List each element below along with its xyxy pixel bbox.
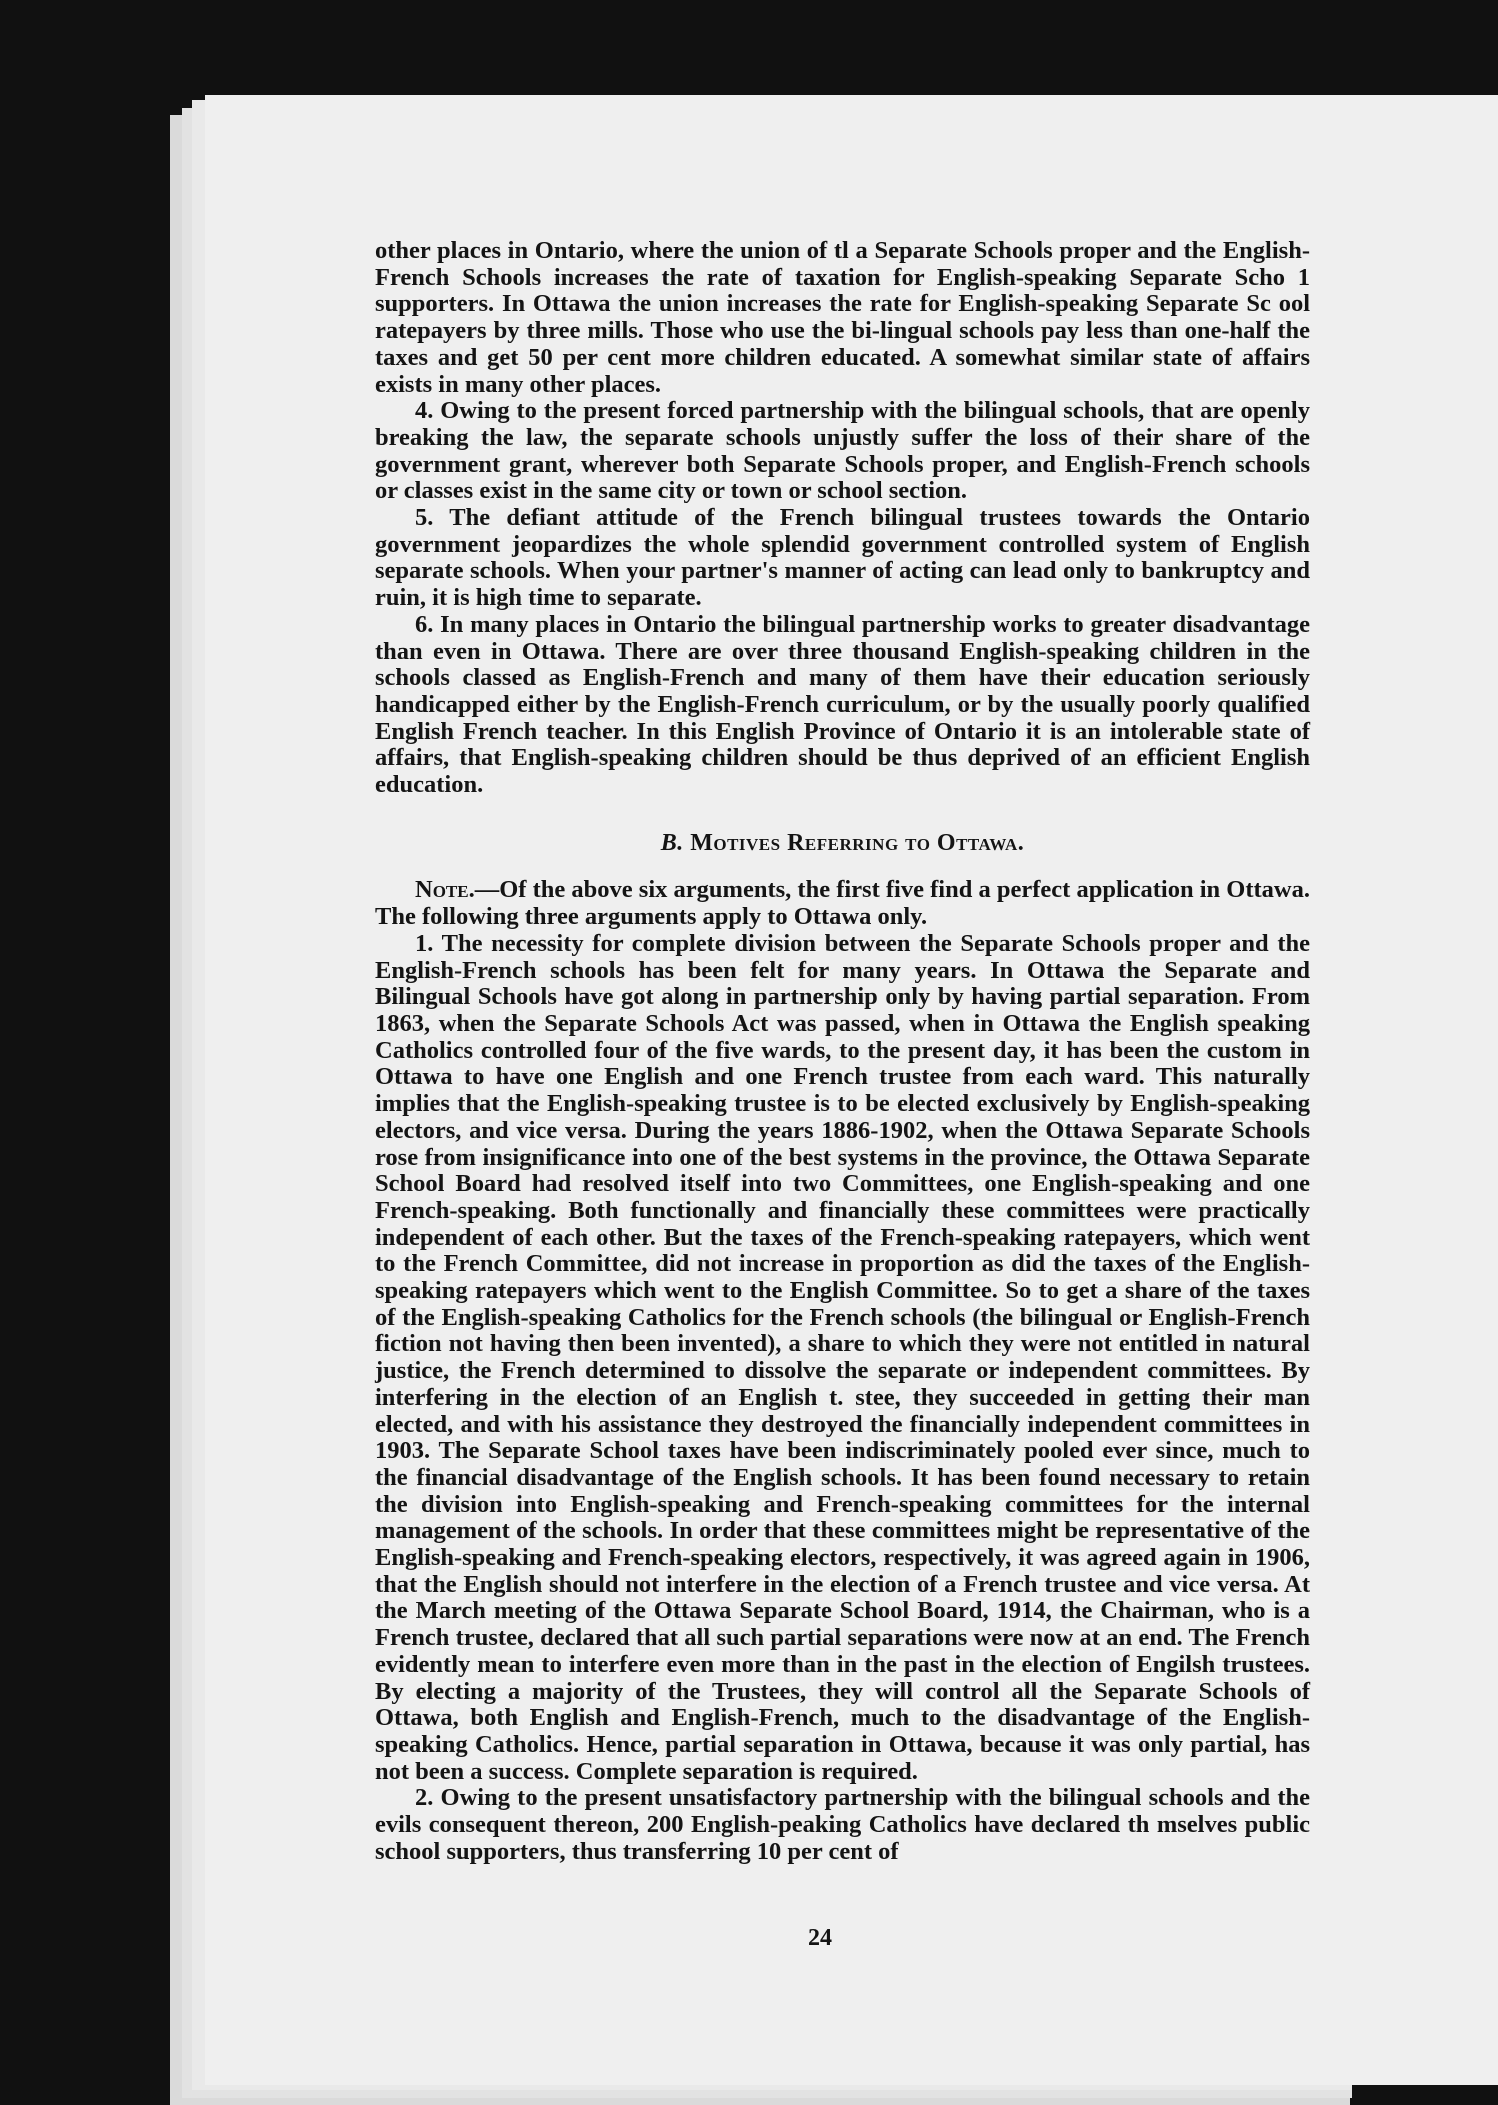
paragraph-argument-6: 6. In many places in Ontario the bilingual partnership works to greater disadvantage than even in Ottawa. There are over three thousand English-speaking children in the schools classed as English-French and many of them have their education seriously handicapped either by the English-French curriculum, or by the usually poorly qualified English French teacher. In this English Province of Ontario it is an intolerable state of affairs, that English-speaking children should be thus deprived of an efficient English education.	[375, 610, 1310, 799]
note-paragraph	[375, 877, 1310, 930]
section-heading	[375, 830, 1310, 857]
paragraph-argument-4: 4. Owing to the present forced partnership with the bilingual schools, that are openly breaking the law, the separate schools unjustly suffer the loss of their share of the government grant, wherever both Separate Schools proper, and English-French schools or classes exist in the same city or town or school section.	[375, 397, 1310, 505]
paragraph-argument-5: 5. The defiant attitude of the French bilingual trustees towards the Ontario government jeopardizes the whole splendid government controlled system of English separate schools. When your partner's manner of acting can lead only to bankruptcy and ruin, it is high time to separate.	[375, 504, 1310, 612]
section-title: Motives Referring to Ottawa.	[690, 829, 1025, 856]
paragraph-ottawa-1: 1. The necessity for complete division between the Separate Schools proper and the English-French schools has been felt for many years. In Ottawa the Separate and Bilingual Schools have got along in partnership only by having partial separation. From 1863, when the Separate Schools Act was passed, when in Ottawa the English speaking Catholics controlled four of the five wards, to the present day, it has been the custom in Ottawa to have one English and one French trustee from each ward. This naturally implies that the English-speaking trustee is to be elected exclusively by English-speaking electors, and vice versa. During the years 1886-1902, when the Ottawa Separate Schools rose from insignificance into one of the best systems in the province, the Ottawa Separate School Board had resolved itself into two Committees, one English-speaking and one French-speaking. Both functionally and financially these committees were practically independent of each other. But the taxes of the French-speaking ratepayers, which went to the French Committee, did not increase in proportion as did the taxes of the English-speaking ratepayers which went to the English Committee. So to get a share of the taxes of the English-speaking Catholics for the French schools (the bilingual or English-French fiction not having then been invented), a share to which they were not entitled in natural justice, the French determined to dissolve the separate or independent committees. By interfering in the election of an English t. stee, they succeeded in getting their man elected, and with his assistance they destroyed the financially independent committees in 1903. The Separate School taxes have been indiscriminately pooled ever since, much to the financial disadvantage of the English schools. It has been found necessary to retain the division into English-speaking and French-speaking committees for the internal management of the schools. In order that these committees might be representative of the English-speaking and French-speaking electors, respectively, it was agreed again in 1906, that the English should not interfere in the election of a French trustee and vice versa. At the March meeting of the Ottawa Separate School Board, 1914, the Chairman, who is a French trustee, declared that all such partial separations were now at an end. The French evidently mean to interfere even more than in the past in the election of Engilsh trustees. By electing a majority of the Trustees, they will control all the Separate Schools of Ottawa, both English and English-French, much to the disadvantage of the English-speaking Catholics. Hence, partial separation in Ottawa, because it was only partial, has not been a success. Complete separation is required.	[375, 929, 1310, 1785]
page-body-text	[375, 238, 1310, 1865]
note-label: Note.	[415, 876, 475, 904]
page-number: 24	[808, 1925, 832, 1951]
section-letter: B.	[660, 829, 684, 856]
note-text: —Of the above six arguments, the first five find a perfect application in Ottawa. The following three arguments apply to Ottawa only.	[375, 876, 1310, 931]
paragraph-continued: other places in Ontario, where the union of tl a Separate Schools proper and the English-French Schools increases the rate of taxation for English-speaking Separate Scho 1 supporters. In Ottawa the union increases the rate for English-speaking Separate Sc ool ratepayers by three mills. Those who use the bi-lingual schools pay less than one-half the taxes and get 50 per cent more children educated. A somewhat similar state of affairs exists in many other places.	[375, 237, 1310, 398]
paragraph-ottawa-2: 2. Owing to the present unsatisfactory partnership with the bilingual schools and the evils consequent thereon, 200 English-peaking Catholics have declared th mselves public school supporters, thus transferring 10 per cent of	[375, 1784, 1310, 1865]
